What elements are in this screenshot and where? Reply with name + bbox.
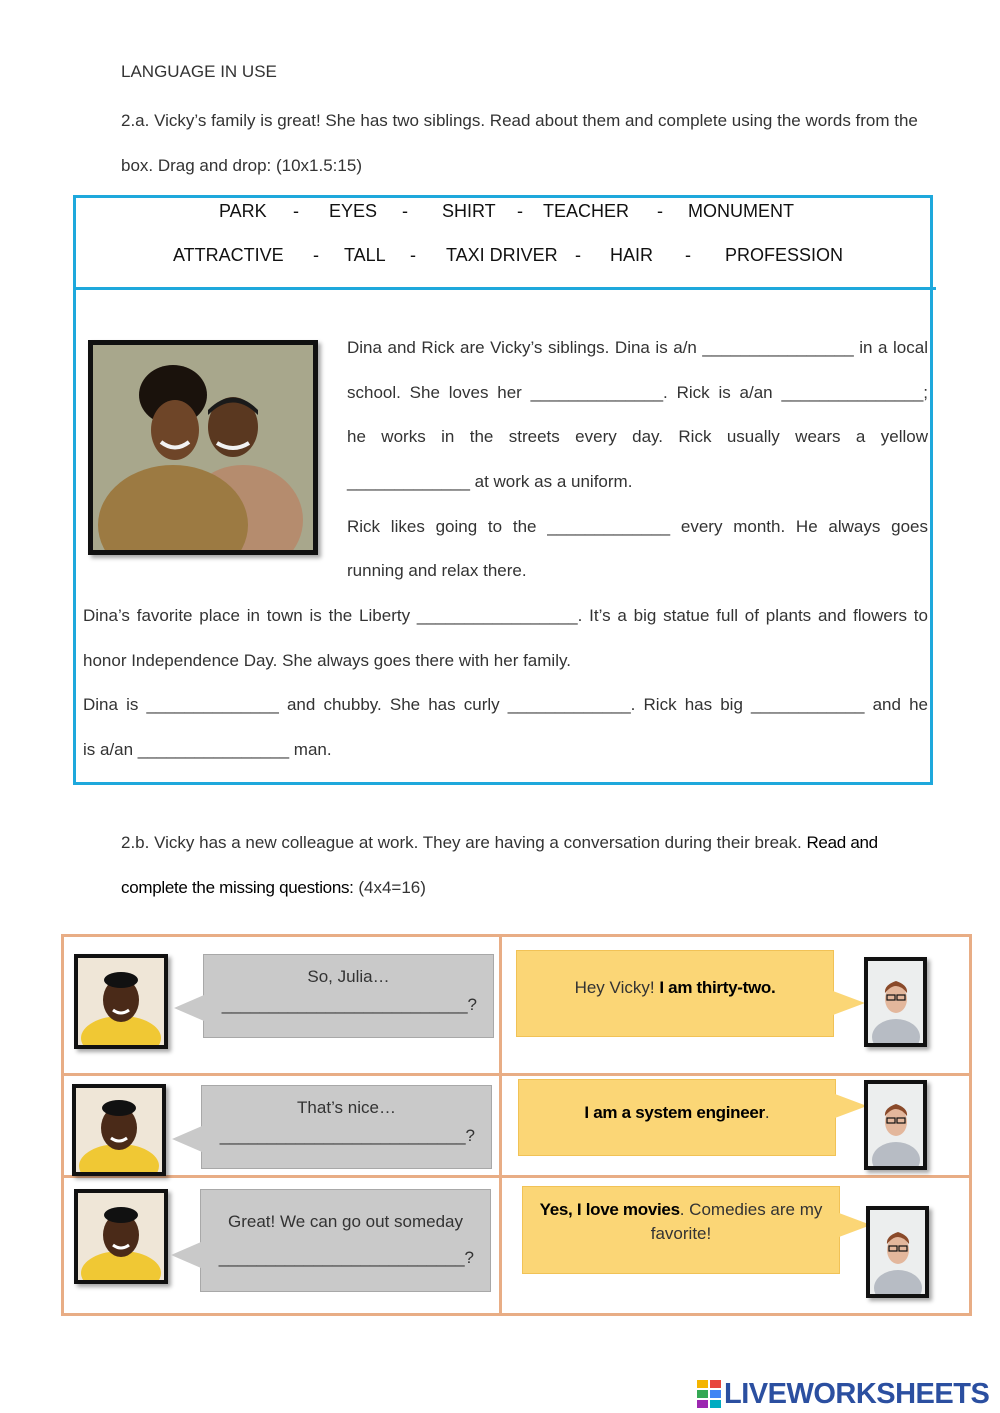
vicky-avatar [74, 954, 168, 1049]
reading-line: honor Independence Day. She always goes there with her family. [83, 651, 571, 670]
answer-text: . Comedies are my favorite! [650, 1200, 823, 1243]
question-bubble-3 [200, 1189, 491, 1292]
question-bubble-2 [201, 1085, 492, 1169]
reading-line: Dina’s favorite place in town is the Liberty _________________. It’s a big statue full of plants and flowers to [83, 606, 928, 625]
reading-line: school. She loves her ______________. Rick is a/an _______________; [347, 383, 928, 402]
julia-avatar [864, 957, 927, 1047]
answer-bold-text: Yes, I love movies [539, 1200, 680, 1219]
reading-line: Rick likes going to the _____________ every month. He always goes [347, 517, 928, 536]
reading-line: running and relax there. [347, 561, 527, 580]
word-separator: - [685, 245, 691, 265]
word-chip[interactable]: TEACHER [543, 201, 630, 221]
reading-line: is a/an ________________ man. [83, 740, 332, 759]
bubble-tail [174, 995, 204, 1021]
answer-bubble-3 [522, 1186, 840, 1274]
reading-line: Dina is ______________ and chubby. She has curly _____________. Rick has big ____________ and he [83, 695, 928, 714]
reading-line: he works in the streets every day. Rick usually wears a yellow [347, 427, 928, 446]
instruction-2b-score: (4x4=16) [358, 878, 426, 897]
table-divider-horizontal [61, 1073, 972, 1076]
liveworksheets-logo-icon [697, 1380, 721, 1408]
answer-text: Hey Vicky! [574, 978, 655, 997]
instruction-2a: 2.a. Vicky’s family is great! She has two siblings. Read about them and complete using the words from the box. Drag and drop: (10x1.5:15) [121, 111, 918, 175]
table-divider-horizontal [61, 1175, 972, 1178]
word-chip[interactable]: EYES [329, 201, 378, 221]
question-prompt: Great! We can go out someday [228, 1212, 463, 1231]
bubble-tail [172, 1126, 202, 1152]
word-chip[interactable]: PARK [219, 201, 267, 221]
word-chip[interactable]: SHIRT [442, 201, 496, 221]
instruction-2b-bold: Read and complete the missing questions: [121, 833, 878, 897]
question-blank[interactable]: __________________________? [218, 1248, 474, 1267]
bubble-tail [833, 991, 865, 1015]
word-chip[interactable]: MONUMENT [688, 201, 794, 221]
question-bubble-1 [203, 954, 494, 1038]
julia-avatar [866, 1206, 929, 1298]
word-chip[interactable]: TAXI DRIVER [446, 245, 558, 265]
word-box-divider [73, 287, 936, 290]
word-separator: - [410, 245, 416, 265]
question-prompt: So, Julia… [307, 967, 390, 986]
word-separator: - [402, 201, 408, 221]
julia-avatar [864, 1080, 927, 1170]
word-chip[interactable]: HAIR [610, 245, 654, 265]
section-heading: LANGUAGE IN USE [121, 62, 277, 81]
vicky-avatar [74, 1189, 168, 1284]
table-divider-vertical [499, 934, 502, 1316]
instruction-2b [121, 820, 931, 910]
word-separator: - [517, 201, 523, 221]
word-separator: - [313, 245, 319, 265]
question-blank[interactable]: __________________________? [219, 1126, 475, 1145]
word-chip[interactable]: TALL [344, 245, 386, 265]
vicky-avatar [72, 1084, 166, 1176]
reading-line: Dina and Rick are Vicky’s siblings. Dina is a/n ________________ in a local [347, 338, 928, 357]
bubble-tail [171, 1242, 201, 1268]
word-row-2 [76, 245, 930, 275]
word-separator: - [657, 201, 663, 221]
answer-bold-text: I am a system engineer [584, 1103, 765, 1122]
answer-bold-text: I am thirty-two. [659, 978, 776, 997]
question-prompt: That’s nice… [297, 1098, 396, 1117]
word-chip[interactable]: PROFESSION [725, 245, 844, 265]
word-row-1 [76, 201, 930, 231]
answer-text: . [764, 1103, 770, 1122]
siblings-photo [88, 340, 318, 555]
reading-line: _____________ at work as a uniform. [347, 472, 633, 491]
answer-bubble-2 [518, 1079, 836, 1156]
answer-bubble-1 [516, 950, 834, 1037]
word-separator: - [575, 245, 581, 265]
word-chip[interactable]: ATTRACTIVE [173, 245, 284, 265]
word-separator: - [293, 201, 299, 221]
instruction-2b-text: 2.b. Vicky has a new colleague at work. They are having a conversation during their break. [121, 833, 802, 852]
question-blank[interactable]: __________________________? [221, 995, 477, 1014]
liveworksheets-logo: LIVEWORKSHEETS [724, 1378, 990, 1410]
bubble-tail [835, 1094, 867, 1118]
